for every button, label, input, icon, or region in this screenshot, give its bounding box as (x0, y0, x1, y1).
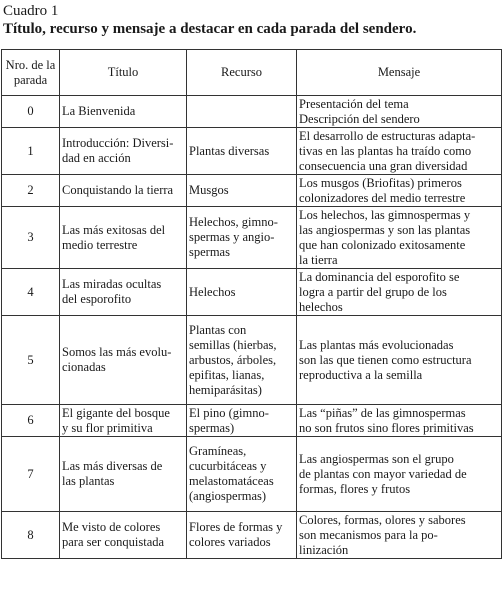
cell-message-line: Las “piñas” de las gimnospermas (299, 405, 466, 420)
cell-title-line: Somos las más evolu- (62, 345, 172, 359)
cell-resource (187, 512, 297, 559)
cell-message (297, 175, 502, 207)
cell-message-line: linización (299, 542, 349, 557)
cell-message-line: Presentación del tema (299, 96, 409, 111)
cell-stop-number: 8 (2, 512, 60, 559)
cell-message-line: logra a partir del grupo de los (299, 284, 447, 299)
cell-title-line: Las más diversas de (62, 459, 163, 473)
cell-message-line: Los helechos, las gimnospermas y (299, 207, 471, 222)
cell-message-line: formas, flores y frutos (299, 481, 411, 496)
table-row (2, 96, 502, 128)
header-stop-number: Nro. de la parada (2, 50, 60, 96)
cell-message-line: El desarrollo de estructuras adapta- (299, 128, 476, 143)
cell-message-line: Los musgos (Briofitas) primeros (299, 175, 462, 190)
cell-resource-line: melastomatáceas (189, 474, 274, 488)
cell-message-line: consecuencia una gran diversidad (299, 158, 468, 173)
cell-resource-line: Plantas diversas (189, 143, 270, 158)
cell-resource (187, 437, 297, 512)
cell-message-line: tivas en las plantas ha traído como (299, 143, 472, 158)
cell-resource-line: cucurbitáceas y (189, 459, 267, 473)
cell-resource-line: colores variados (189, 535, 271, 549)
cell-resource-line: Flores de formas y (189, 520, 283, 534)
cell-message (297, 128, 502, 175)
cell-title-line: las plantas (62, 474, 115, 488)
cell-title (60, 316, 187, 405)
cell-message-line: helechos (299, 299, 343, 314)
cell-title-line: y su flor primitiva (62, 420, 153, 435)
cell-resource-line: Plantas con (189, 322, 247, 337)
cell-resource-line: (angiospermas) (189, 489, 267, 503)
cell-stop-number: 7 (2, 437, 60, 512)
cell-message (297, 405, 502, 437)
cell-message (297, 512, 502, 559)
cell-message (297, 207, 502, 269)
cell-title-line: Me visto de colores (62, 520, 161, 534)
cell-resource-line: semillas (hierbas, (189, 337, 277, 352)
table-caption-label: Cuadro 1 (3, 3, 59, 19)
cell-message-line: La dominancia del esporofito se (299, 269, 460, 284)
cell-message-line: son las que tienen como estructura (299, 352, 472, 367)
cell-message-line: Colores, formas, olores y sabores (299, 512, 466, 527)
cell-message-line: Descripción del sendero (299, 111, 420, 126)
cell-resource-line: spermas y angio- (189, 230, 275, 244)
cell-stop-number: 1 (2, 128, 60, 175)
cell-resource (187, 207, 297, 269)
cell-resource-line: Musgos (189, 183, 229, 197)
cell-message (297, 96, 502, 128)
table-header-row (2, 50, 502, 96)
cell-resource (187, 96, 297, 128)
cell-resource-line: El pino (gimno- (189, 405, 269, 420)
cell-title-line: Las más exitosas del (62, 222, 166, 237)
cell-stop-number: 6 (2, 405, 60, 437)
cell-message (297, 437, 502, 512)
cell-title-line: medio terrestre (62, 237, 138, 252)
cell-message (297, 316, 502, 405)
cell-title (60, 96, 187, 128)
cell-message-line: las angiospermas y son las plantas (299, 222, 471, 237)
cell-stop-number: 5 (2, 316, 60, 405)
cell-message-line: la tierra (299, 252, 338, 267)
cell-resource-line: Helechos, gimno- (189, 215, 278, 229)
cell-message-line: Las angiospermas son el grupo (299, 451, 454, 466)
cell-message-line: de plantas con mayor variedad de (299, 466, 467, 481)
cell-resource-line: arbustos, árboles, (189, 352, 277, 367)
cell-title (60, 207, 187, 269)
cell-stop-number: 0 (2, 96, 60, 128)
cell-resource-line: hemiparásitas) (189, 382, 262, 397)
table-row (2, 128, 502, 175)
cell-resource (187, 175, 297, 207)
table-row (2, 512, 502, 559)
cell-stop-number: 2 (2, 175, 60, 207)
cell-resource (187, 128, 297, 175)
cell-title-line: Introducción: Diversi- (62, 136, 174, 150)
cell-message-line: son mecanismos para la po- (299, 527, 438, 542)
stops-table (1, 49, 502, 559)
cell-stop-number: 3 (2, 207, 60, 269)
cell-resource (187, 405, 297, 437)
table-row (2, 175, 502, 207)
cell-title-line: del esporofito (62, 292, 132, 306)
cell-message (297, 269, 502, 316)
table-row (2, 207, 502, 269)
cell-message-line: colonizadores del medio terrestre (299, 190, 466, 205)
table-row (2, 405, 502, 437)
cell-resource-line: epifitas, lianas, (189, 367, 265, 382)
table-body (2, 96, 502, 559)
table-caption-title: Título, recurso y mensaje a destacar en cada parada del sendero. (3, 21, 417, 37)
cell-resource-line: spermas (189, 245, 230, 259)
cell-message-line: Las plantas más evolucionadas (299, 337, 454, 352)
cell-title (60, 128, 187, 175)
header-title: Título (60, 50, 187, 96)
cell-message-line: reproductiva a la semilla (299, 367, 423, 382)
cell-title-line: Conquistando la tierra (62, 183, 174, 197)
cell-resource (187, 269, 297, 316)
table-row (2, 269, 502, 316)
cell-message-line: no son frutos sino flores primitivas (299, 420, 474, 435)
cell-title-line: La Bienvenida (62, 104, 136, 118)
cell-title-line: dad en acción (62, 151, 131, 165)
table-row (2, 316, 502, 405)
cell-title (60, 512, 187, 559)
cell-resource-line: Gramíneas, (189, 444, 247, 458)
cell-title-line: Las miradas ocultas (62, 277, 162, 291)
cell-title (60, 175, 187, 207)
cell-stop-number: 4 (2, 269, 60, 316)
cell-message-line: que han colonizado exitosamente (299, 237, 466, 252)
cell-resource-line: spermas) (189, 420, 235, 435)
cell-title (60, 269, 187, 316)
header-message: Mensaje (297, 50, 502, 96)
table-row (2, 437, 502, 512)
cell-resource-line: Helechos (189, 284, 236, 299)
cell-title-line: El gigante del bosque (62, 405, 170, 420)
cell-title-line: para ser conquistada (62, 535, 165, 549)
cell-title (60, 405, 187, 437)
cell-resource (187, 316, 297, 405)
cell-title-line: cionadas (62, 360, 106, 374)
cell-title (60, 437, 187, 512)
header-resource: Recurso (187, 50, 297, 96)
